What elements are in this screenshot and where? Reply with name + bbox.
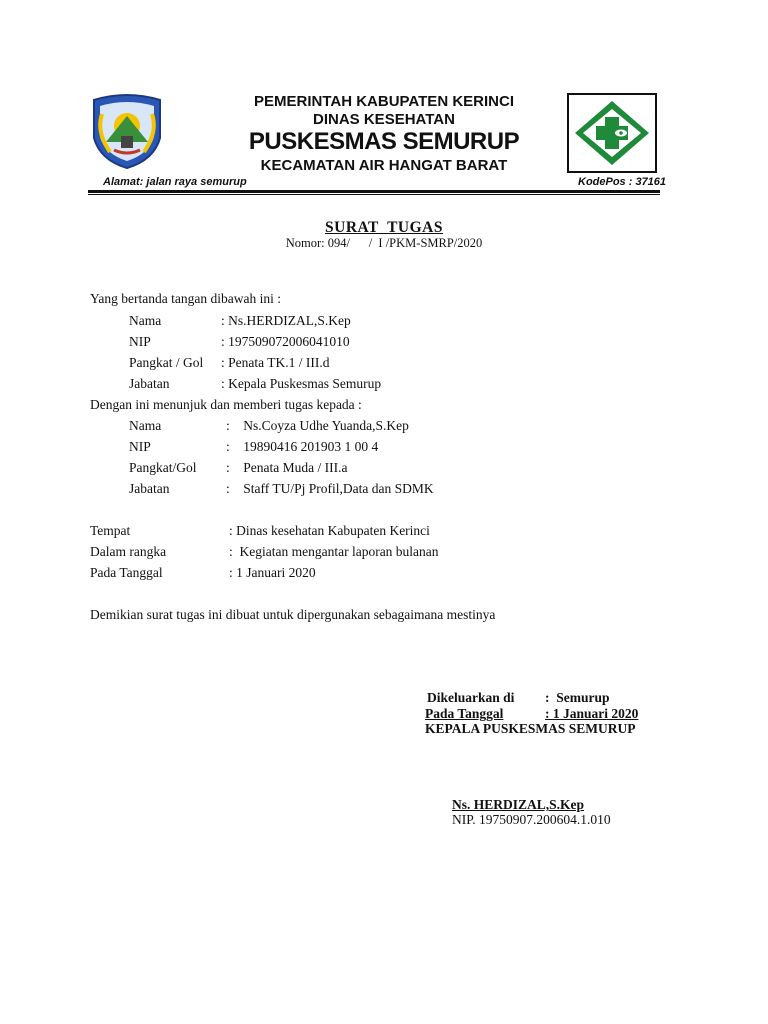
detail-value-purpose: : Kegiatan mengantar laporan bulanan bbox=[229, 544, 439, 559]
letter-title: SURAT TUGAS bbox=[325, 219, 443, 236]
assignee-value-name: : Ns.Coyza Udhe Yuanda,S.Kep bbox=[226, 418, 409, 433]
assignee-label-rank: Pangkat/Gol bbox=[129, 460, 197, 475]
detail-value-date: : 1 Januari 2020 bbox=[229, 565, 316, 580]
assignee-value-nip: : 19890416 201903 1 00 4 bbox=[226, 439, 379, 454]
letterhead-divider-thin bbox=[88, 194, 660, 195]
puskesmas-logo-icon bbox=[567, 93, 657, 173]
letterhead-line1: PEMERINTAH KABUPATEN KERINCI bbox=[253, 93, 514, 110]
issued-date-label: Pada Tanggal bbox=[425, 706, 504, 721]
signer-label-nip: NIP bbox=[129, 334, 151, 349]
assignee-label-name: Nama bbox=[129, 418, 162, 433]
signature-name: Ns. HERDIZAL,S.Kep bbox=[452, 797, 585, 812]
detail-label-date: Pada Tanggal bbox=[90, 565, 163, 580]
signer-label-position: Jabatan bbox=[129, 376, 170, 391]
issued-place-value: : Semurup bbox=[545, 690, 610, 705]
assignee-value-position: : Staff TU/Pj Profil,Data dan SDMK bbox=[226, 481, 434, 496]
signer-value-rank: : Penata TK.1 / III.d bbox=[221, 355, 330, 370]
address-text: Alamat: jalan raya semurup bbox=[103, 176, 247, 188]
signer-value-name: : Ns.HERDIZAL,S.Kep bbox=[221, 313, 351, 328]
assign-intro-text: Dengan ini menunjuk dan memberi tugas kepada : bbox=[90, 397, 362, 412]
issued-position: KEPALA PUSKESMAS SEMURUP bbox=[425, 721, 636, 736]
letter-number: Nomor: 094/ / I /PKM-SMRP/2020 bbox=[285, 236, 483, 250]
detail-label-purpose: Dalam rangka bbox=[90, 544, 167, 559]
signer-label-name: Nama bbox=[129, 313, 162, 328]
intro-text: Yang bertanda tangan dibawah ini : bbox=[90, 291, 281, 306]
assignee-label-nip: NIP bbox=[129, 439, 151, 454]
signer-value-nip: : 197509072006041010 bbox=[221, 334, 350, 349]
assignee-label-position: Jabatan bbox=[129, 481, 170, 496]
closing-text: Demikian surat tugas ini dibuat untuk dipergunakan sebagaimana mestinya bbox=[90, 607, 496, 622]
assignee-value-rank: : Penata Muda / III.a bbox=[226, 460, 348, 475]
letterhead-line4: KECAMATAN AIR HANGAT BARAT bbox=[260, 157, 508, 174]
issued-date-value: : 1 Januari 2020 bbox=[545, 706, 639, 721]
detail-label-place: Tempat bbox=[90, 523, 131, 538]
signature-nip: NIP. 19750907.200604.1.010 bbox=[452, 812, 611, 827]
letterhead-divider-thick bbox=[88, 190, 660, 193]
signer-label-rank: Pangkat / Gol bbox=[129, 355, 204, 370]
issued-place-label: Dikeluarkan di bbox=[427, 690, 515, 705]
letterhead-line3: PUSKESMAS SEMURUP bbox=[248, 128, 520, 155]
letterhead-line2: DINAS KESEHATAN bbox=[313, 111, 455, 128]
postcode-text: KodePos : 37161 bbox=[578, 176, 667, 188]
detail-value-place: : Dinas kesehatan Kabupaten Kerinci bbox=[229, 523, 430, 538]
signer-value-position: : Kepala Puskesmas Semurup bbox=[221, 376, 382, 391]
